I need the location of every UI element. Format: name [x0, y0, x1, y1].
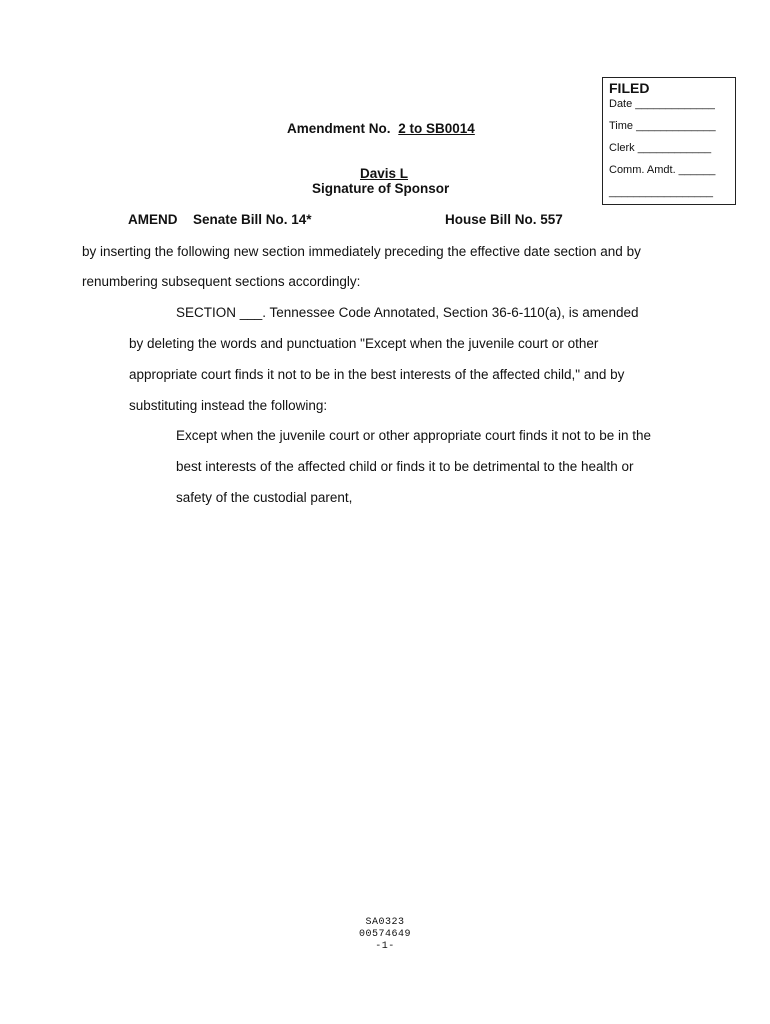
filed-signature-line: _________________ — [609, 186, 714, 198]
footer-doc-code: SA0323 — [365, 917, 405, 928]
amend-keyword: AMEND — [128, 212, 178, 227]
filed-clerk-line: Clerk ____________ — [609, 142, 712, 154]
filed-time-line: Time _____________ — [609, 120, 716, 132]
body-line-4: by deleting the words and punctuation "Except when the juvenile court or other — [129, 336, 599, 351]
house-bill-number: House Bill No. 557 — [445, 212, 563, 227]
body-line-8: best interests of the affected child or finds it to be detrimental to the health or — [176, 459, 634, 474]
body-line-2: renumbering subsequent sections accordingly: — [82, 274, 361, 289]
filed-date-line: Date _____________ — [609, 98, 715, 110]
sponsor-name: Davis L — [360, 166, 409, 181]
filed-title: FILED — [609, 80, 650, 96]
body-line-7: Except when the juvenile court or other appropriate court finds it not to be in the — [176, 428, 652, 443]
body-line-6: substituting instead the following: — [129, 398, 328, 413]
amendment-label: Amendment No. — [287, 121, 391, 136]
page-number: -1- — [375, 941, 395, 952]
amendment-value: 2 to SB0014 — [398, 121, 475, 136]
body-line-1: by inserting the following new section immediately preceding the effective date section and by — [82, 244, 641, 259]
amendment-number — [287, 121, 475, 136]
filed-stamp-box — [602, 77, 736, 205]
sponsor-caption: Signature of Sponsor — [312, 181, 450, 196]
body-line-3: SECTION ___. Tennessee Code Annotated, Section 36-6-110(a), is amended — [176, 305, 639, 320]
footer-doc-number: 00574649 — [358, 929, 411, 940]
senate-bill-number: Senate Bill No. 14* — [193, 212, 312, 227]
body-line-5: appropriate court finds it not to be in the best interests of the affected child," and by — [129, 367, 625, 382]
body-line-9: safety of the custodial parent, — [176, 490, 353, 505]
filed-comm-amdt-line: Comm. Amdt. ______ — [609, 164, 716, 176]
